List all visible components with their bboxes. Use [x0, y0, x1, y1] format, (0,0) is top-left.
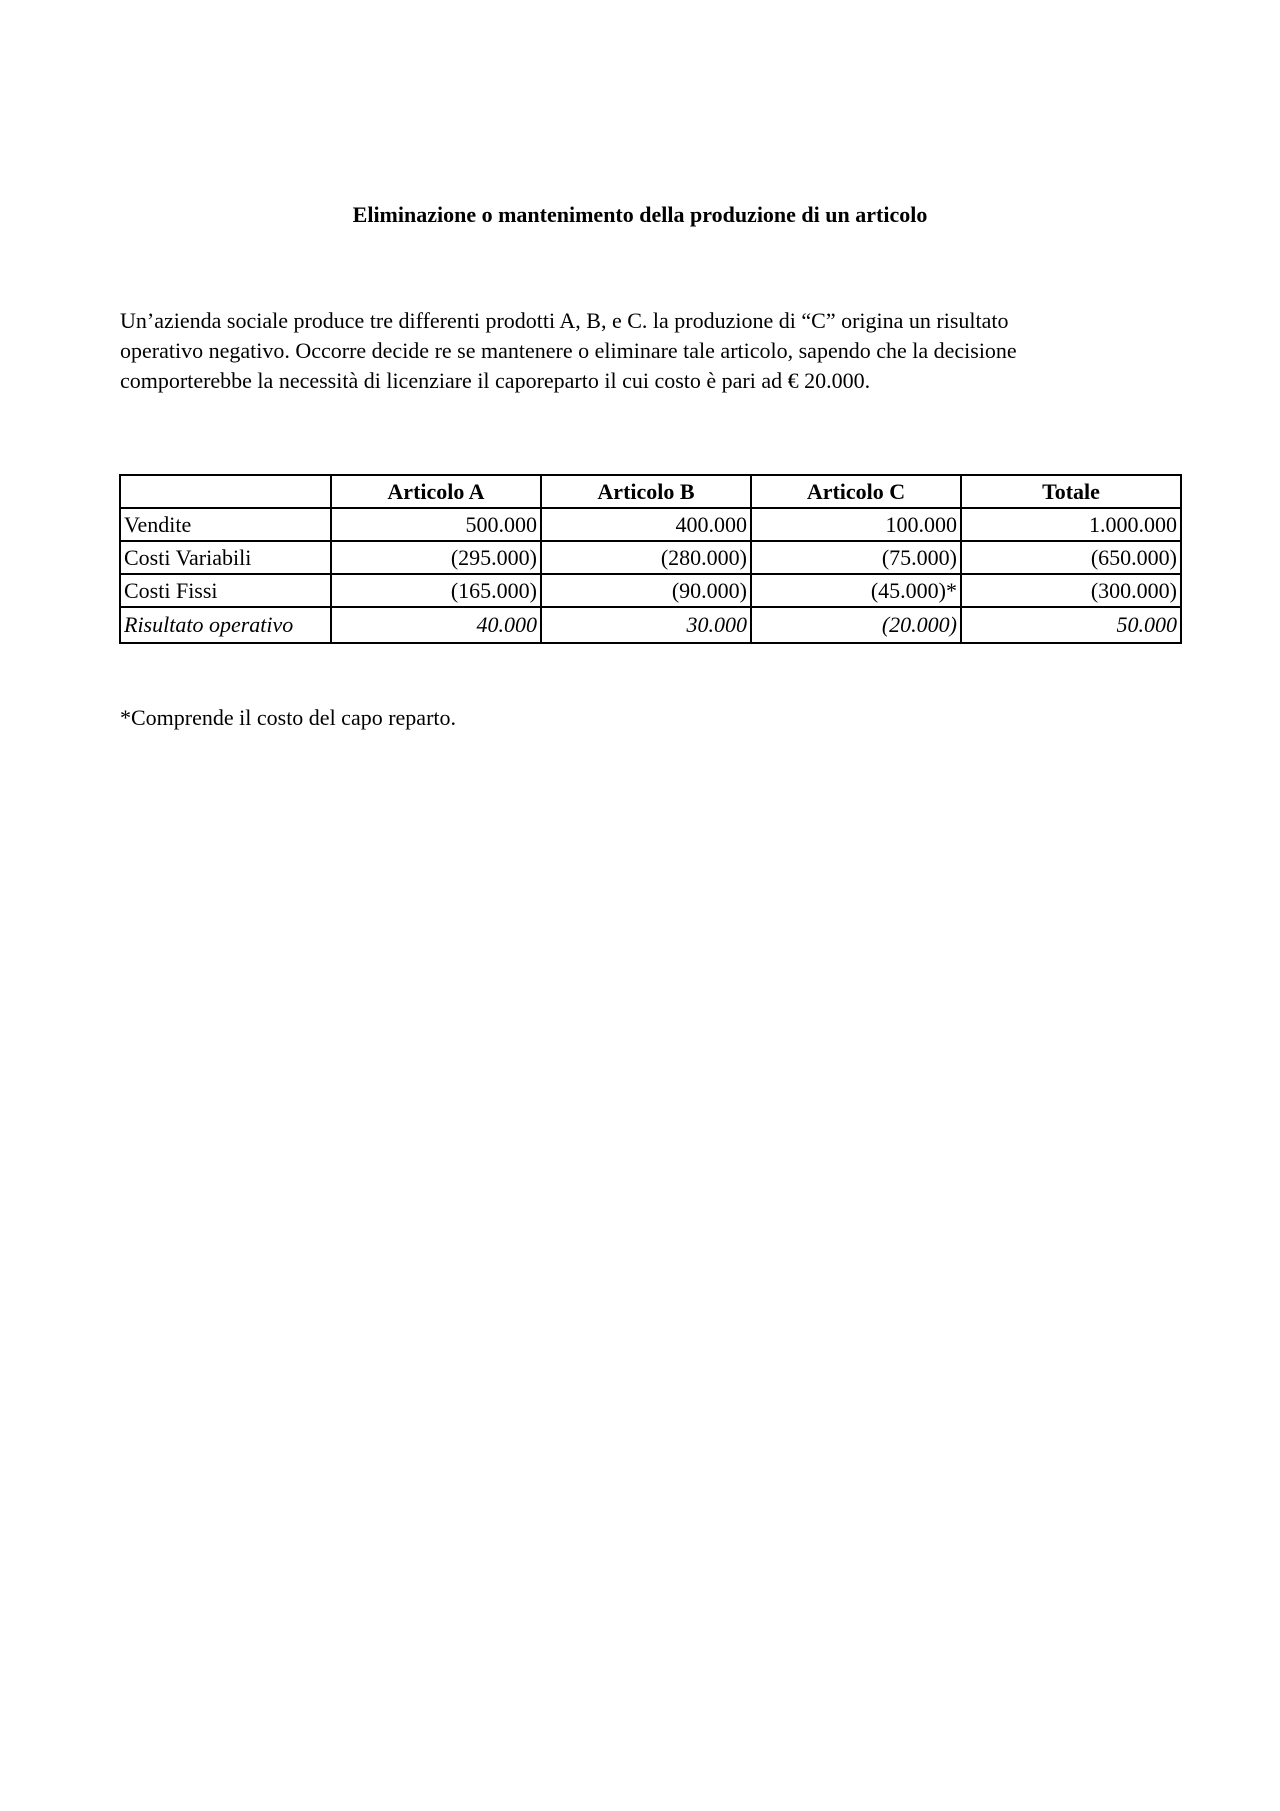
table-row-vendite — [120, 508, 1181, 541]
table-row-costi-fissi — [120, 574, 1181, 607]
header-articolo-b: Articolo B — [541, 475, 751, 508]
table-row-risultato-operativo — [120, 607, 1181, 643]
document-title: Eliminazione o mantenimento della produzione di un articolo — [352, 202, 928, 227]
header-articolo-a: Articolo A — [331, 475, 541, 508]
intro-line: operativo negativo. Occorre decide re se mantenere o eliminare tale articolo, sapendo che la decisione — [120, 338, 1017, 363]
cell-value: (650.000) — [961, 541, 1181, 574]
intro-paragraph — [120, 306, 1120, 396]
cell-value: 40.000 — [331, 607, 541, 643]
cell-value: (90.000) — [541, 574, 751, 607]
table-header-row — [120, 475, 1181, 508]
cell-value: (75.000) — [751, 541, 961, 574]
footnote: *Comprende il costo del capo reparto. — [120, 705, 457, 730]
header-articolo-c: Articolo C — [751, 475, 961, 508]
cell-value: 1.000.000 — [961, 508, 1181, 541]
cell-value: (20.000) — [751, 607, 961, 643]
row-label: Costi Variabili — [120, 541, 331, 574]
header-totale: Totale — [961, 475, 1181, 508]
cell-value: 100.000 — [751, 508, 961, 541]
cell-value: (295.000) — [331, 541, 541, 574]
intro-line: comporterebbe la necessità di licenziare il caporeparto il cui costo è pari ad € 20.000. — [120, 368, 871, 393]
intro-line: Un’azienda sociale produce tre differenti prodotti A, B, e C. la produzione di “C” origina un risultato — [120, 308, 1009, 333]
cell-value: 50.000 — [961, 607, 1181, 643]
results-table — [119, 474, 1182, 644]
cell-value: 500.000 — [331, 508, 541, 541]
cell-value: 400.000 — [541, 508, 751, 541]
cell-value: 30.000 — [541, 607, 751, 643]
cell-value: (165.000) — [331, 574, 541, 607]
header-empty-cell — [120, 475, 331, 508]
row-label: Vendite — [120, 508, 331, 541]
cell-value: (300.000) — [961, 574, 1181, 607]
cell-value: (45.000)* — [751, 574, 961, 607]
row-label: Risultato operativo — [120, 607, 331, 643]
row-label: Costi Fissi — [120, 574, 331, 607]
cell-value: (280.000) — [541, 541, 751, 574]
table-row-costi-variabili — [120, 541, 1181, 574]
